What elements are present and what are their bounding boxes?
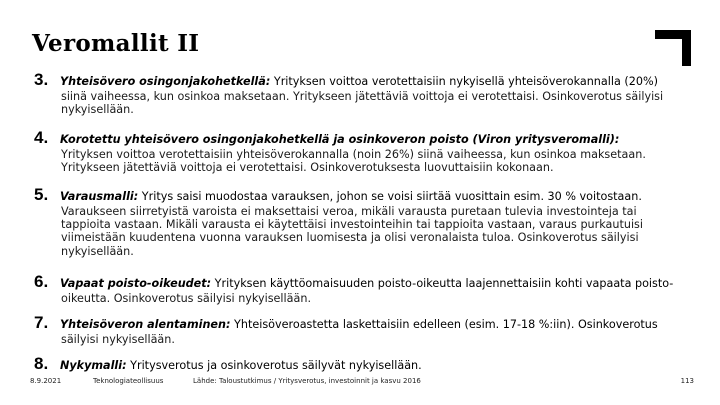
footer-date: 8.9.2021 bbox=[30, 377, 62, 385]
item-number: 8. bbox=[34, 354, 49, 373]
list-item-6 bbox=[34, 272, 674, 305]
item-body: siinä vaiheessa, kun osinkoa maksetaan. Yritykseen jätettäviä voittoja ei verotettaisi. Osinkoverotus säilyisi nykyisellään. bbox=[61, 90, 664, 117]
item-number: 5. bbox=[34, 185, 49, 204]
item-heading: Korotettu yhteisövero osingonjakohetkellä ja osinkoveron poisto (Viron yritysveromalli): bbox=[60, 133, 620, 146]
item-heading: Yhteisövero osingonjakohetkellä: bbox=[60, 75, 271, 88]
list-item-7 bbox=[34, 313, 674, 346]
item-lead: Yrityksen voittoa verotettaisiin nykyisellä yhteisöverokannalla (20%) bbox=[273, 75, 658, 88]
item-lead: Yhteisöveroastetta laskettaisiin edelleen (esim. 17-18 %:iin). Osinkoverotus bbox=[234, 318, 658, 331]
item-body: oikeutta. Osinkoverotus säilyisi nykyisellään. bbox=[61, 292, 311, 305]
item-heading: Varausmalli: bbox=[60, 190, 139, 203]
item-number: 3. bbox=[34, 70, 49, 89]
item-lead: Yritys saisi muodostaa varauksen, johon se voisi siirtää vuosittain esim. 30 % voitostaan. bbox=[141, 190, 642, 203]
list-item-3 bbox=[34, 70, 674, 116]
item-heading: Yhteisöveron alentaminen: bbox=[60, 318, 231, 331]
item-lead: Yritysverotus ja osinkoverotus säilyvät nykyisellään. bbox=[130, 359, 422, 372]
list-item-4 bbox=[34, 128, 674, 174]
item-heading: Vapaat poisto-oikeudet: bbox=[60, 277, 212, 290]
page-number: 113 bbox=[680, 377, 694, 385]
list-item-5 bbox=[34, 185, 674, 258]
corner-bracket-logo-icon bbox=[655, 30, 691, 66]
item-number: 7. bbox=[34, 313, 49, 332]
item-number: 4. bbox=[34, 128, 49, 147]
page-title: Veromallit II bbox=[32, 30, 200, 57]
item-lead: Yrityksen käyttöomaisuuden poisto-oikeutta laajennettaisiin kohti vapaata poisto- bbox=[214, 277, 674, 290]
item-body: säilyisi nykyisellään. bbox=[61, 333, 175, 346]
footer-source: Lähde: Taloustutkimus / Yritysverotus, investoinnit ja kasvu 2016 bbox=[193, 377, 421, 385]
item-body: Varaukseen siirretyistä varoista ei maksettaisi veroa, mikäli varausta puretaan tulevia investointeja tai tappioita vastaan. Mikäli varausta ei käytettäisi investointeihin tai tappioita vastaan, varaus purkautuisi viimeistään kuudentena vuonna varauksen luomisesta ja olisi veronalaista tuloa. Osinkoverotus säilyisi nykyisellään. bbox=[61, 205, 643, 258]
item-number: 6. bbox=[34, 272, 49, 291]
list-item-8 bbox=[34, 354, 674, 374]
item-body: Yrityksen voittoa verotettaisiin yhteisöverokannalla (noin 26%) siinä vaiheessa, kun osinkoa maksetaan. Yritykseen jätettäviä voittoja ei verotettaisi. Osinkoverotuksesta luovuttaisiin kokonaan. bbox=[61, 148, 646, 175]
footer-organization: Teknologiateollisuus bbox=[93, 377, 164, 385]
item-heading: Nykymalli: bbox=[60, 359, 127, 372]
